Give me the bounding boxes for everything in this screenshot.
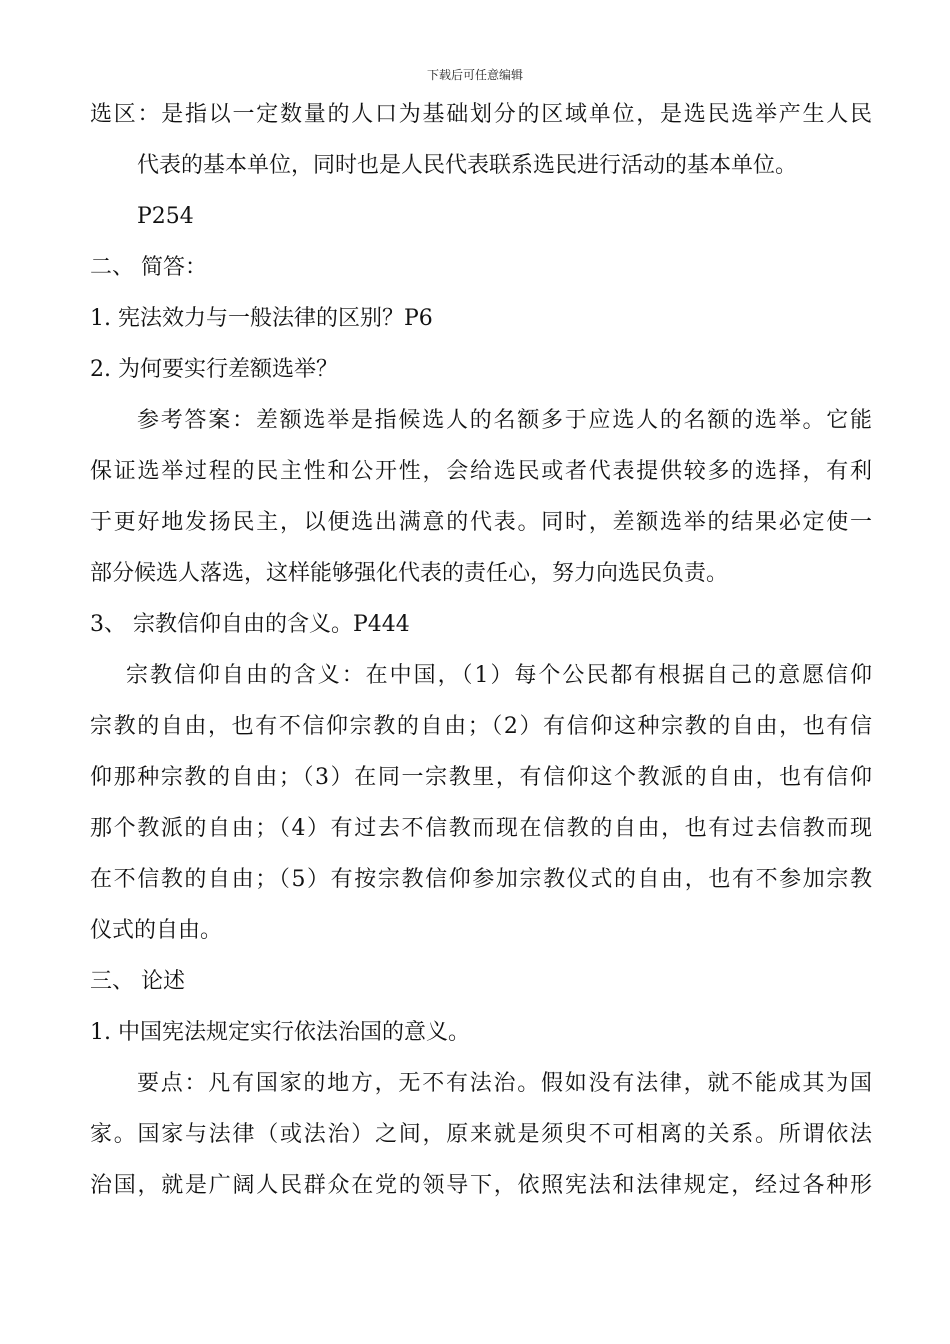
- paragraph-line: 部分候选人落选，这样能够强化代表的责任心，努力向选民负责。: [90, 561, 729, 586]
- paragraph-line: 治国，就是广阔人民群众在党的领导下，依照宪法和法律规定，经过各种形: [90, 1173, 872, 1198]
- question-item: 2. 为何要实行差额选举？: [90, 357, 338, 382]
- paragraph-line: 保证选举过程的民主性和公开性，会给选民或者代表提供较多的选择，有利: [90, 459, 872, 484]
- paragraph-line: 仪式的自由。: [90, 918, 223, 943]
- question-item: 3、 宗教信仰自由的含义。P444: [90, 612, 410, 637]
- section-heading: 二、 简答：: [90, 255, 207, 280]
- paragraph-line: 参考答案：差额选举是指候选人的名额多于应选人的名额的选举。它能: [137, 408, 872, 433]
- paragraph-line: 要点：凡有国家的地方，无不有法治。假如没有法律，就不能成其为国: [137, 1071, 872, 1096]
- paragraph-line: 那个教派的自由；（4）有过去不信教而现在信教的自由，也有过去信教而现: [90, 816, 872, 841]
- section-heading: 三、 论述: [90, 969, 185, 994]
- paragraph-line: 于更好地发扬民主，以便选出满意的代表。同时，差额选举的结果必定使一: [90, 510, 872, 535]
- page-header: 下载后可任意编辑: [426, 68, 523, 82]
- question-item: 1. 宪法效力与一般法律的区别？P6: [90, 306, 433, 331]
- paragraph-line: 宗教的自由，也有不信仰宗教的自由；（2）有信仰这种宗教的自由，也有信: [90, 714, 872, 739]
- paragraph-line: 仰那种宗教的自由；（3）在同一宗教里，有信仰这个教派的自由，也有信仰: [90, 765, 872, 790]
- paragraph-line: 在不信教的自由；（5）有按宗教信仰参加宗教仪式的自由，也有不参加宗教: [90, 867, 872, 892]
- paragraph-line: 代表的基本单位，同时也是人民代表联系选民进行活动的基本单位。: [137, 153, 798, 178]
- paragraph-line: 选区：是指以一定数量的人口为基础划分的区域单位，是选民选举产生人民: [90, 102, 872, 127]
- paragraph-line: 家。国家与法律（或法治）之间，原来就是须臾不可相离的关系。所谓依法: [90, 1122, 872, 1147]
- page-reference: P254: [137, 204, 194, 229]
- document-body: [90, 95, 872, 1217]
- question-item: 1. 中国宪法规定实行依法治国的意义。: [90, 1020, 470, 1045]
- paragraph-line: 宗教信仰自由的含义：在中国，（1）每个公民都有根据自己的意愿信仰: [126, 663, 872, 688]
